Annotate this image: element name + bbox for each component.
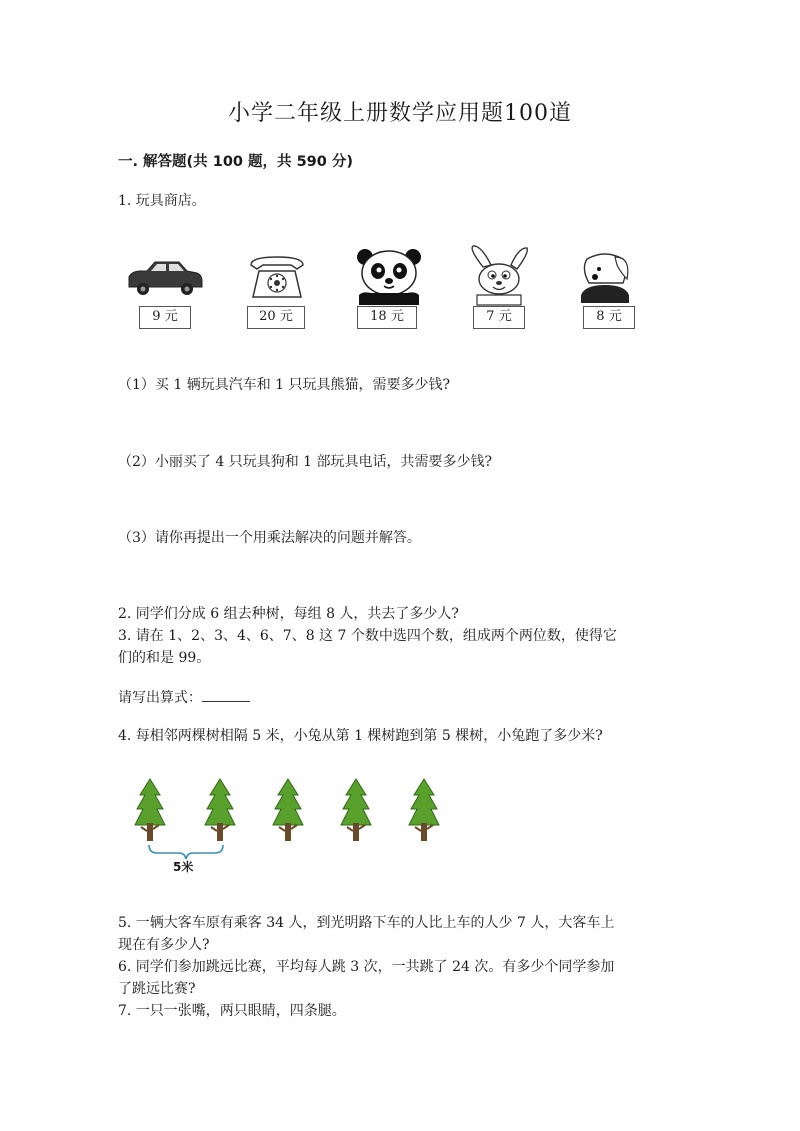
dog-icon [565,245,645,307]
dog-price: 8 元 [583,306,635,329]
distance-label: 5米 [173,860,194,874]
tree-icon [271,777,305,845]
question-7: 7. 一只一张嘴，两只眼睛，四条腿。 [118,1003,346,1019]
question-1-part-2: （2）小丽买了 4 只玩具狗和 1 部玩具电话，共需要多少钱? [118,454,493,470]
panda-price: 18 元 [357,306,417,329]
toy-car [125,245,205,333]
section-heading: 一. 解答题(共 100 题，共 590 分) [118,154,354,170]
question-2: 2. 同学们分成 6 组去种树，每组 8 人，共去了多少人? [118,606,459,622]
toy-shop-illustration [125,245,645,335]
telephone-icon [237,245,317,305]
tree-icon [407,777,441,845]
tree-icon [133,777,167,845]
toy-panda [349,245,429,333]
question-5-line-2: 现在有多少人? [118,937,210,953]
rabbit-price: 7 元 [473,306,525,329]
tree-icon [203,777,237,845]
car-price: 9 元 [139,306,191,329]
question-5-line-1: 5. 一辆大客车原有乘客 34 人，到光明路下车的人比上车的人少 7 人，大客车上 [118,915,615,931]
page-title: 小学二年级上册数学应用题100道 [228,101,572,126]
toy-dog [565,245,645,333]
question-6-line-1: 6. 同学们参加跳远比赛，平均每人跳 3 次，一共跳了 24 次。有多少个同学参加 [118,959,615,975]
question-3-answer [118,687,250,709]
answer-label: 请写出算式： [118,690,202,706]
rabbit-icon [459,245,539,307]
trees-illustration [133,777,453,877]
tree-icon [339,777,373,845]
question-1-part-3: （3）请你再提出一个用乘法解决的问题并解答。 [118,530,421,546]
answer-blank[interactable] [202,687,250,702]
panda-icon [349,245,429,307]
question-3-line-2: 们的和是 99。 [118,650,211,666]
question-4: 4. 每相邻两棵树相隔 5 米，小兔从第 1 棵树跑到第 5 棵树，小兔跑了多少米? [118,728,603,744]
car-icon [125,245,205,305]
question-1: 1. 玩具商店。 [118,193,206,209]
question-6-line-2: 了跳远比赛? [118,981,196,997]
question-1-part-1: （1）买 1 辆玩具汽车和 1 只玩具熊猫，需要多少钱? [118,377,451,393]
toy-telephone [237,245,317,333]
toy-rabbit [459,245,539,333]
question-3-line-1: 3. 请在 1、2、3、4、6、7、8 这 7 个数中选四个数，组成两个两位数，使得它 [118,628,617,644]
telephone-price: 20 元 [247,306,305,329]
